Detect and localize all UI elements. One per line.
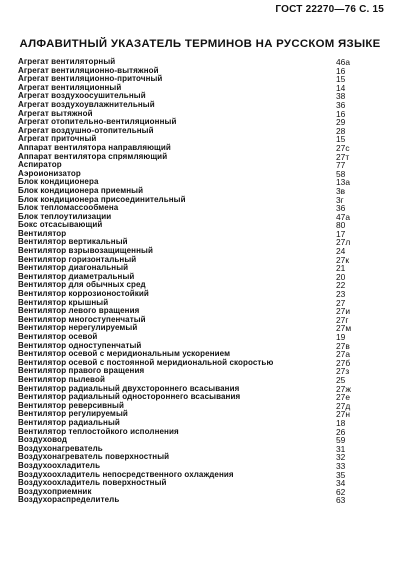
index-term: Агрегат вытяжной — [18, 108, 93, 118]
index-entry — [18, 221, 378, 230]
page-header: ГОСТ 22270—76 С. 15 — [275, 4, 384, 15]
index-ref: 36 — [336, 203, 346, 214]
index-term: Воздухонагреватель — [18, 443, 103, 453]
index-term: Блок тепломассообмена — [18, 203, 119, 213]
index-term: Агрегат вентиляционно-вытяжной — [18, 65, 159, 75]
index-term: Аппарат вентилятора спрямляющий — [18, 151, 168, 161]
index-ref: 27к — [336, 254, 349, 265]
index-ref: 32 — [336, 452, 346, 463]
index-term: Агрегат воздушно-отопительный — [18, 125, 154, 135]
index-term: Аэроионизатор — [18, 168, 81, 178]
index-term: Вентилятор правого вращения — [18, 366, 145, 376]
index-term: Вентилятор взрывозащищенный — [18, 246, 153, 256]
index-ref: 16 — [336, 65, 346, 76]
index-term: Агрегат воздухоосушительный — [18, 91, 146, 101]
index-ref: 27б — [336, 357, 351, 368]
index-ref: 27в — [336, 340, 350, 351]
index-term: Вентилятор осевой — [18, 332, 98, 341]
index-entry — [18, 428, 378, 437]
index-term: Агрегат воздухоувлажнительный — [18, 99, 155, 109]
index-ref: 59 — [336, 435, 346, 446]
index-term: Воздухоохладитель поверхностный — [18, 478, 167, 488]
index-term: Вентилятор осевой с постоянной меридиональной скоростью — [18, 357, 274, 367]
index-ref: 27ж — [336, 383, 351, 394]
index-term: Блок теплоутилизации — [18, 211, 112, 221]
index-term: Вентилятор одноступенчатый — [18, 340, 142, 350]
index-ref: 33 — [336, 460, 346, 471]
index-ref: 26 — [336, 426, 346, 437]
index-term: Вентилятор многоступенчатый — [18, 314, 146, 324]
index-ref: 25 — [336, 374, 346, 385]
index-term: Аспиратор — [18, 160, 62, 170]
index-ref: 27е — [336, 392, 350, 403]
index-term: Агрегат вентиляционно-приточный — [18, 74, 163, 84]
index-entry — [18, 153, 378, 162]
index-ref: 28 — [336, 125, 346, 136]
index-term: Агрегат приточный — [18, 134, 97, 144]
index-ref: 62 — [336, 486, 346, 497]
index-term: Вентилятор реверсивный — [18, 400, 125, 410]
index-term: Воздухонагреватель поверхностный — [18, 452, 170, 462]
index-ref: 77 — [336, 160, 346, 171]
index-ref: 27г — [336, 314, 349, 325]
index-term: Вентилятор осевой с меридиональным ускорением — [18, 349, 231, 359]
index-term: Воздухоприемник — [18, 486, 92, 496]
index-ref: 63 — [336, 495, 346, 506]
index-ref: 58 — [336, 168, 346, 179]
index-ref: 22 — [336, 280, 346, 291]
index-ref: 20 — [336, 271, 346, 282]
index-ref: 27м — [336, 323, 352, 334]
index-ref: 34 — [336, 478, 346, 489]
index-term: Вентилятор диагональный — [18, 263, 129, 273]
index-ref: 13а — [336, 177, 350, 188]
index-ref: 27 — [336, 297, 346, 308]
index-ref: 38 — [336, 91, 346, 102]
index-term: Агрегат вентиляторный — [18, 57, 116, 66]
index-ref: 14 — [336, 82, 346, 93]
index-term: Воздуховод — [18, 435, 68, 445]
index-ref: 24 — [336, 246, 346, 257]
index-ref: 36 — [336, 99, 346, 110]
index-term: Вентилятор пылевой — [18, 374, 105, 384]
index-term: Воздухоохладитель — [18, 460, 101, 470]
index-ref: 3в — [336, 185, 346, 196]
index-ref: 19 — [336, 332, 346, 342]
index-term: Вентилятор диаметральный — [18, 271, 135, 281]
index-ref: 16 — [336, 108, 346, 119]
page-title: АЛФАВИТНЫЙ УКАЗАТЕЛЬ ТЕРМИНОВ НА РУССКОМ ЯЗЫКЕ — [19, 38, 381, 50]
index-ref: 23 — [336, 289, 346, 300]
index-term: Вентилятор крышный — [18, 297, 109, 307]
index-ref: 15 — [336, 134, 346, 145]
index-ref: 18 — [336, 417, 346, 428]
index-ref: 17 — [336, 228, 346, 239]
index-term: Вентилятор — [18, 228, 67, 238]
index-ref: 27д — [336, 400, 351, 411]
index-term: Вентилятор радиальный — [18, 417, 120, 427]
index-term: Вентилятор нерегулируемый — [18, 323, 138, 333]
index-term: Вентилятор радиальный двухстороннего всасывания — [18, 383, 240, 393]
index-term: Вентилятор теплостойкого исполнения — [18, 426, 179, 436]
index-entry — [18, 496, 378, 505]
term-index-list — [18, 58, 378, 505]
index-ref: 27з — [336, 366, 350, 377]
index-ref: 3г — [336, 194, 344, 205]
index-term: Агрегат вентиляционный — [18, 82, 122, 92]
index-term: Вентилятор для обычных сред — [18, 280, 146, 290]
index-ref: 47а — [336, 211, 350, 222]
index-term: Вентилятор коррозионостойкий — [18, 289, 149, 299]
index-ref: 27и — [336, 306, 350, 317]
index-term: Агрегат отопительно-вентиляционный — [18, 117, 177, 127]
index-ref: 21 — [336, 263, 346, 274]
index-term: Бокс отсасывающий — [18, 220, 103, 230]
index-ref: 27т — [336, 151, 350, 162]
index-ref: 35 — [336, 469, 346, 480]
index-ref: 27л — [336, 237, 351, 248]
index-ref: 80 — [336, 220, 346, 231]
index-ref: 46а — [336, 57, 350, 67]
index-term: Аппарат вентилятора направляющий — [18, 142, 171, 152]
index-ref: 27с — [336, 142, 350, 153]
index-term: Вентилятор левого вращения — [18, 306, 140, 316]
index-term: Вентилятор вертикальный — [18, 237, 128, 247]
index-term: Блок кондиционера присоединительный — [18, 194, 186, 204]
index-ref: 27н — [336, 409, 350, 420]
index-term: Блок кондиционера — [18, 177, 99, 187]
index-ref: 15 — [336, 74, 346, 85]
index-ref: 31 — [336, 443, 346, 454]
index-term: Вентилятор регулируемый — [18, 409, 128, 419]
index-term: Блок кондиционера приемный — [18, 185, 144, 195]
index-term: Воздухораспределитель — [18, 495, 120, 505]
index-term: Вентилятор радиальный одностороннего всасывания — [18, 392, 241, 402]
index-term: Воздухоохладитель непосредственного охлаждения — [18, 469, 234, 479]
index-ref: 27а — [336, 349, 350, 360]
index-ref: 29 — [336, 117, 346, 128]
index-term: Вентилятор горизонтальный — [18, 254, 137, 264]
